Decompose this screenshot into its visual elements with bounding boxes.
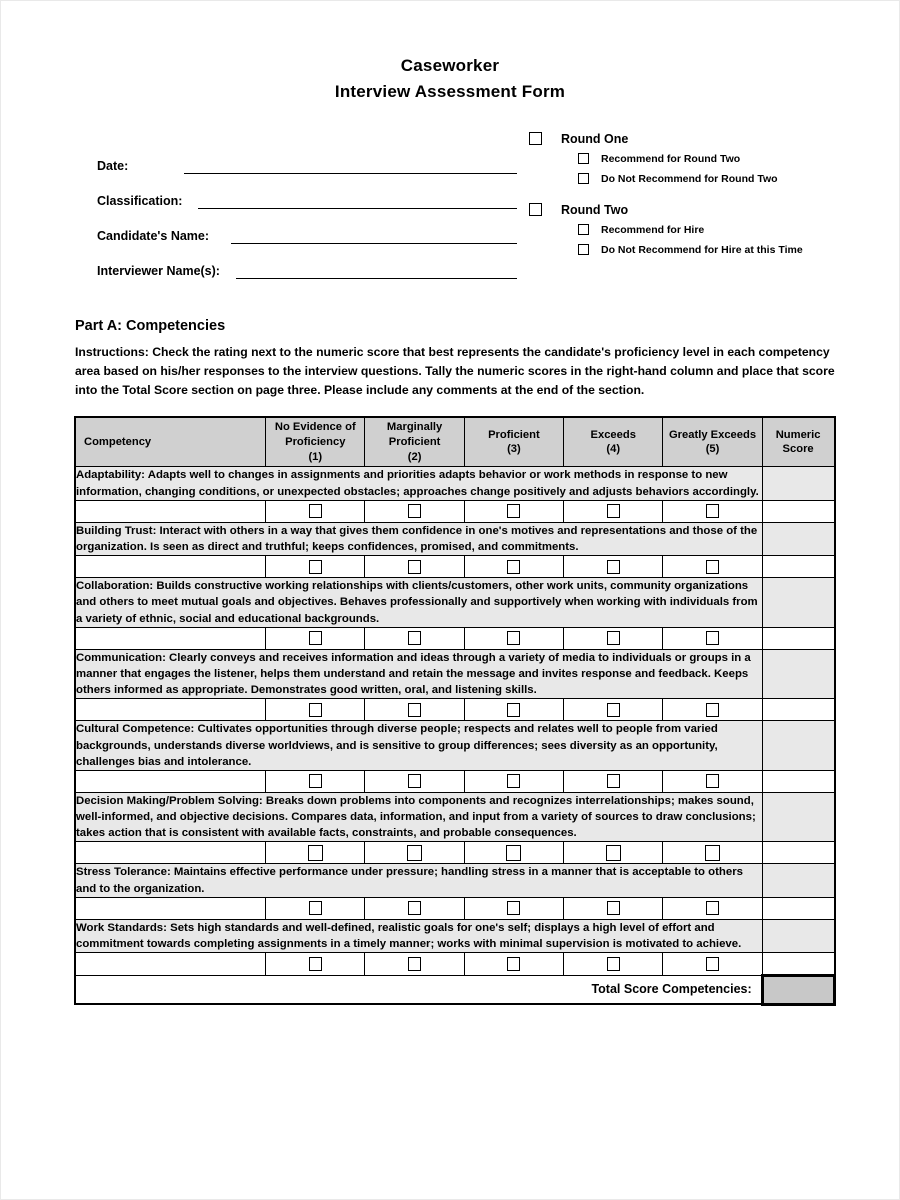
- rating-cell-1[interactable]: [266, 842, 365, 864]
- date-input[interactable]: [184, 172, 517, 174]
- recommend-for-hire-label: Recommend for Hire: [601, 223, 705, 236]
- rating-checkbox-4[interactable]: [606, 845, 621, 861]
- rating-checkbox-row: [75, 556, 835, 578]
- rating-cell-5[interactable]: [663, 842, 762, 864]
- numeric-score-cell[interactable]: [762, 792, 834, 842]
- rating-row-score-spacer: [762, 842, 834, 864]
- part-a-heading: Part A: Competencies: [75, 317, 226, 334]
- header-rating-1-score: (1): [308, 450, 323, 463]
- rating-checkbox-4[interactable]: [607, 901, 620, 915]
- title-line-1: Caseworker: [400, 56, 500, 75]
- header-form-area: [1, 132, 899, 312]
- candidate-name-label: Candidate's Name:: [97, 228, 210, 243]
- do-not-recommend-for-hire-label: Do Not Recommend for Hire at this Time: [601, 243, 803, 256]
- rating-cell-3[interactable]: [464, 770, 563, 792]
- rating-cell-2[interactable]: [365, 627, 464, 649]
- rating-cell-5[interactable]: [663, 953, 762, 976]
- rating-cell-5[interactable]: [663, 556, 762, 578]
- rating-row-score-spacer: [762, 770, 834, 792]
- rating-checkbox-2[interactable]: [407, 845, 422, 861]
- table-body: [75, 467, 835, 976]
- do-not-recommend-round-two-checkbox[interactable]: [578, 173, 589, 184]
- rating-checkbox-2[interactable]: [408, 631, 421, 645]
- competency-row: [75, 864, 835, 897]
- rating-checkbox-row: [75, 953, 835, 976]
- round-one-option-1[interactable]: [578, 153, 859, 165]
- rating-row-spacer: [75, 500, 266, 522]
- rating-cell-1[interactable]: [266, 627, 365, 649]
- header-rating-3: [464, 417, 563, 467]
- rating-cell-5[interactable]: [663, 500, 762, 522]
- competency-description: Work Standards: Sets high standards and well-defined, realistic goals for one's self; displays a high level of effort and commitment towards completing assignments in a timely manner; works with minimal supervision is motivated to achieve.: [75, 919, 762, 952]
- recommend-round-two-label: Recommend for Round Two: [601, 152, 741, 165]
- rating-checkbox-4[interactable]: [607, 703, 620, 717]
- rating-cell-3[interactable]: [464, 556, 563, 578]
- rating-cell-3[interactable]: [464, 953, 563, 976]
- competency-description: Adaptability: Adapts well to changes in assignments and priorities adapts behavior or work methods in response to new information, changing conditions, or unexpected obstacles; approaches change positively and adjusts behaviors accordingly.: [75, 467, 762, 500]
- rating-row-spacer: [75, 627, 266, 649]
- total-score-label: Total Score Competencies:: [75, 976, 762, 1005]
- rating-cell-2[interactable]: [365, 556, 464, 578]
- numeric-score-cell[interactable]: [762, 467, 834, 500]
- interviewer-name-label: Interviewer Name(s):: [97, 263, 220, 278]
- candidate-fields: [97, 140, 517, 280]
- header-rating-5: [663, 417, 762, 467]
- rating-checkbox-1[interactable]: [309, 560, 322, 574]
- rating-checkbox-1[interactable]: [309, 703, 322, 717]
- rating-cell-2[interactable]: [365, 770, 464, 792]
- header-rating-3-score: (3): [507, 443, 521, 456]
- rating-cell-3[interactable]: [464, 627, 563, 649]
- round-two-checkbox[interactable]: [529, 203, 542, 216]
- rating-cell-1[interactable]: [266, 770, 365, 792]
- rating-checkbox-3[interactable]: [507, 774, 520, 788]
- table-header: [75, 417, 835, 467]
- rating-checkbox-5[interactable]: [706, 901, 719, 915]
- rating-checkbox-2[interactable]: [408, 703, 421, 717]
- numeric-score-cell[interactable]: [762, 578, 834, 628]
- round-one-row[interactable]: [529, 132, 859, 146]
- header-rating-5-text: Greatly Exceeds: [668, 428, 757, 441]
- rating-row-spacer: [75, 953, 266, 976]
- rating-cell-4[interactable]: [564, 842, 663, 864]
- rating-checkbox-3[interactable]: [507, 703, 520, 717]
- rating-row-spacer: [75, 897, 266, 919]
- rating-checkbox-5[interactable]: [705, 845, 720, 861]
- total-score-row: [75, 976, 835, 1005]
- numeric-score-cell[interactable]: [762, 919, 834, 952]
- round-two-row[interactable]: [529, 203, 859, 217]
- candidate-name-input[interactable]: [231, 242, 517, 244]
- rating-checkbox-3[interactable]: [507, 957, 520, 971]
- rating-cell-2[interactable]: [365, 500, 464, 522]
- classification-input[interactable]: [198, 207, 517, 209]
- header-rating-2: [365, 417, 464, 467]
- header-numeric-score: [762, 417, 834, 467]
- part-a-instructions: Instructions: Check the rating next to the numeric score that best represents the candidate's proficiency level in each competency area based on his/her responses to the interview questions. Tally the numeric scores in the right-hand column and place that score into the Total Score section on page three. Please include any comments at the end of the section.: [75, 344, 835, 398]
- rating-cell-4[interactable]: [564, 500, 663, 522]
- round-two-option-2[interactable]: [578, 244, 859, 256]
- rating-cell-3[interactable]: [464, 699, 563, 721]
- rating-cell-3[interactable]: [464, 842, 563, 864]
- rating-cell-1[interactable]: [266, 500, 365, 522]
- field-row-interviewer-name: [97, 245, 517, 280]
- rating-cell-2[interactable]: [365, 842, 464, 864]
- rating-checkbox-row: [75, 500, 835, 522]
- rating-checkbox-2[interactable]: [408, 504, 421, 518]
- rating-cell-4[interactable]: [564, 556, 663, 578]
- competency-description: Decision Making/Problem Solving: Breaks down problems into components and recognizes interrelationships; makes sound, well-informed, and objective decisions. Compares data, information, and input from a variety of sources to draw conclusions; takes action that is consistent with available facts, constraints, and probable consequences.: [75, 792, 762, 842]
- rating-row-score-spacer: [762, 500, 834, 522]
- header-rating-5-score: (5): [705, 443, 720, 456]
- competency-description: Building Trust: Interact with others in a way that gives them confidence in one's motives and representations and those of the organization. Is seen as direct and truthful; keeps confidences, promised, and commitments.: [75, 522, 762, 555]
- recommend-for-hire-checkbox[interactable]: [578, 224, 589, 235]
- header-competency-text: Competency: [84, 436, 152, 449]
- header-competency: [75, 417, 266, 467]
- rating-row-score-spacer: [762, 953, 834, 976]
- round-one-option-2[interactable]: [578, 173, 859, 185]
- round-two-label: Round Two: [561, 202, 629, 217]
- competency-row: [75, 522, 835, 555]
- rating-cell-4[interactable]: [564, 699, 663, 721]
- rating-checkbox-2[interactable]: [408, 901, 421, 915]
- round-two-option-1[interactable]: [578, 224, 859, 236]
- header-numeric-score-text: Numeric Score: [775, 428, 821, 456]
- round-one-checkbox[interactable]: [529, 132, 542, 145]
- competency-row: [75, 578, 835, 628]
- table-footer: [75, 976, 835, 1005]
- rating-checkbox-1[interactable]: [308, 845, 323, 861]
- round-spacer: [529, 193, 859, 203]
- competency-row: [75, 649, 835, 699]
- rating-checkbox-row: [75, 770, 835, 792]
- numeric-score-cell[interactable]: [762, 721, 834, 771]
- rating-row-spacer: [75, 842, 266, 864]
- rating-row-spacer: [75, 770, 266, 792]
- table-header-row: [75, 417, 835, 467]
- rating-cell-4[interactable]: [564, 897, 663, 919]
- rating-cell-3[interactable]: [464, 897, 563, 919]
- numeric-score-cell[interactable]: [762, 649, 834, 699]
- round-one-label: Round One: [561, 131, 629, 146]
- competency-row: [75, 721, 835, 771]
- rating-cell-5[interactable]: [663, 627, 762, 649]
- rating-checkbox-row: [75, 627, 835, 649]
- rating-checkbox-3[interactable]: [507, 901, 520, 915]
- rating-checkbox-1[interactable]: [309, 901, 322, 915]
- rating-row-spacer: [75, 556, 266, 578]
- rating-checkbox-5[interactable]: [706, 774, 719, 788]
- header-rating-2-text: Marginally Proficient: [386, 421, 443, 449]
- rating-row-score-spacer: [762, 699, 834, 721]
- date-label: Date:: [97, 158, 129, 173]
- rating-cell-4[interactable]: [564, 627, 663, 649]
- classification-label: Classification:: [97, 193, 183, 208]
- rating-checkbox-5[interactable]: [706, 504, 719, 518]
- total-score-value[interactable]: [762, 976, 834, 1005]
- field-row-date: [97, 140, 517, 175]
- rating-row-score-spacer: [762, 556, 834, 578]
- competency-description: Communication: Clearly conveys and receives information and ideas through a variety of media to individuals or groups in a manner that engages the listener, helps them understand and retain the message and invites response and feedback. Keeps others informed as appropriate. Demonstrates good written, oral, and listening skills.: [75, 649, 762, 699]
- do-not-recommend-round-two-label: Do Not Recommend for Round Two: [601, 172, 778, 185]
- rating-checkbox-5[interactable]: [706, 703, 719, 717]
- rating-cell-2[interactable]: [365, 699, 464, 721]
- rating-cell-4[interactable]: [564, 953, 663, 976]
- rating-cell-1[interactable]: [266, 556, 365, 578]
- rating-checkbox-1[interactable]: [309, 957, 322, 971]
- numeric-score-cell[interactable]: [762, 864, 834, 897]
- rating-cell-4[interactable]: [564, 770, 663, 792]
- rating-cell-2[interactable]: [365, 897, 464, 919]
- document-title: [1, 1, 899, 106]
- rating-checkbox-3[interactable]: [507, 504, 520, 518]
- rating-checkbox-4[interactable]: [607, 631, 620, 645]
- field-row-candidate-name: [97, 210, 517, 245]
- rating-checkbox-4[interactable]: [607, 504, 620, 518]
- rating-checkbox-3[interactable]: [507, 560, 520, 574]
- competency-table-wrap: [74, 416, 836, 1005]
- round-selection: [529, 132, 859, 264]
- rating-cell-5[interactable]: [663, 770, 762, 792]
- rating-row-score-spacer: [762, 897, 834, 919]
- competency-description: Cultural Competence: Cultivates opportunities through diverse people; respects and relates well to people from varied backgrounds, understands diverse worldviews, and is sensitive to group differences; sees diversity as an opportunity, challenges bias and intolerance.: [75, 721, 762, 771]
- header-rating-3-text: Proficient: [488, 428, 540, 441]
- header-rating-2-score: (2): [407, 450, 422, 463]
- header-rating-4: [564, 417, 663, 467]
- rating-checkbox-1[interactable]: [309, 504, 322, 518]
- rating-checkbox-row: [75, 842, 835, 864]
- rating-checkbox-2[interactable]: [408, 957, 421, 971]
- rating-cell-5[interactable]: [663, 897, 762, 919]
- rating-cell-1[interactable]: [266, 897, 365, 919]
- recommend-round-two-checkbox[interactable]: [578, 153, 589, 164]
- rating-checkbox-1[interactable]: [309, 631, 322, 645]
- competency-row: [75, 919, 835, 952]
- rating-checkbox-3[interactable]: [506, 845, 521, 861]
- rating-checkbox-row: [75, 699, 835, 721]
- rating-checkbox-5[interactable]: [706, 957, 719, 971]
- competency-description: Collaboration: Builds constructive working relationships with clients/customers, other work units, community organizations and others to meet mutual goals and objectives. Behaves professionally and supportively when working with individuals from a variety of ethnic, social and educational backgrounds.: [75, 578, 762, 628]
- rating-cell-2[interactable]: [365, 953, 464, 976]
- header-rating-1-text: No Evidence of Proficiency: [274, 421, 356, 449]
- rating-checkbox-5[interactable]: [706, 560, 719, 574]
- rating-cell-1[interactable]: [266, 699, 365, 721]
- rating-checkbox-4[interactable]: [607, 774, 620, 788]
- rating-checkbox-3[interactable]: [507, 631, 520, 645]
- competency-description: Stress Tolerance: Maintains effective performance under pressure; handling stress in a manner that is acceptable to others and to the organization.: [75, 864, 762, 897]
- rating-checkbox-4[interactable]: [607, 957, 620, 971]
- rating-checkbox-2[interactable]: [408, 560, 421, 574]
- competency-row: [75, 467, 835, 500]
- rating-cell-3[interactable]: [464, 500, 563, 522]
- rating-checkbox-2[interactable]: [408, 774, 421, 788]
- competency-row: [75, 792, 835, 842]
- rating-checkbox-row: [75, 897, 835, 919]
- rating-checkbox-1[interactable]: [309, 774, 322, 788]
- rating-row-score-spacer: [762, 627, 834, 649]
- rating-cell-1[interactable]: [266, 953, 365, 976]
- rating-cell-5[interactable]: [663, 699, 762, 721]
- header-rating-1: [266, 417, 365, 467]
- field-row-classification: [97, 175, 517, 210]
- interviewer-name-input[interactable]: [236, 277, 517, 279]
- numeric-score-cell[interactable]: [762, 522, 834, 555]
- rating-row-spacer: [75, 699, 266, 721]
- competency-table: [74, 416, 836, 1005]
- title-line-2: Interview Assessment Form: [334, 82, 566, 102]
- rating-checkbox-4[interactable]: [607, 560, 620, 574]
- do-not-recommend-for-hire-checkbox[interactable]: [578, 244, 589, 255]
- rating-checkbox-5[interactable]: [706, 631, 719, 645]
- header-rating-4-text: Exceeds: [590, 428, 636, 441]
- header-rating-4-score: (4): [606, 443, 621, 456]
